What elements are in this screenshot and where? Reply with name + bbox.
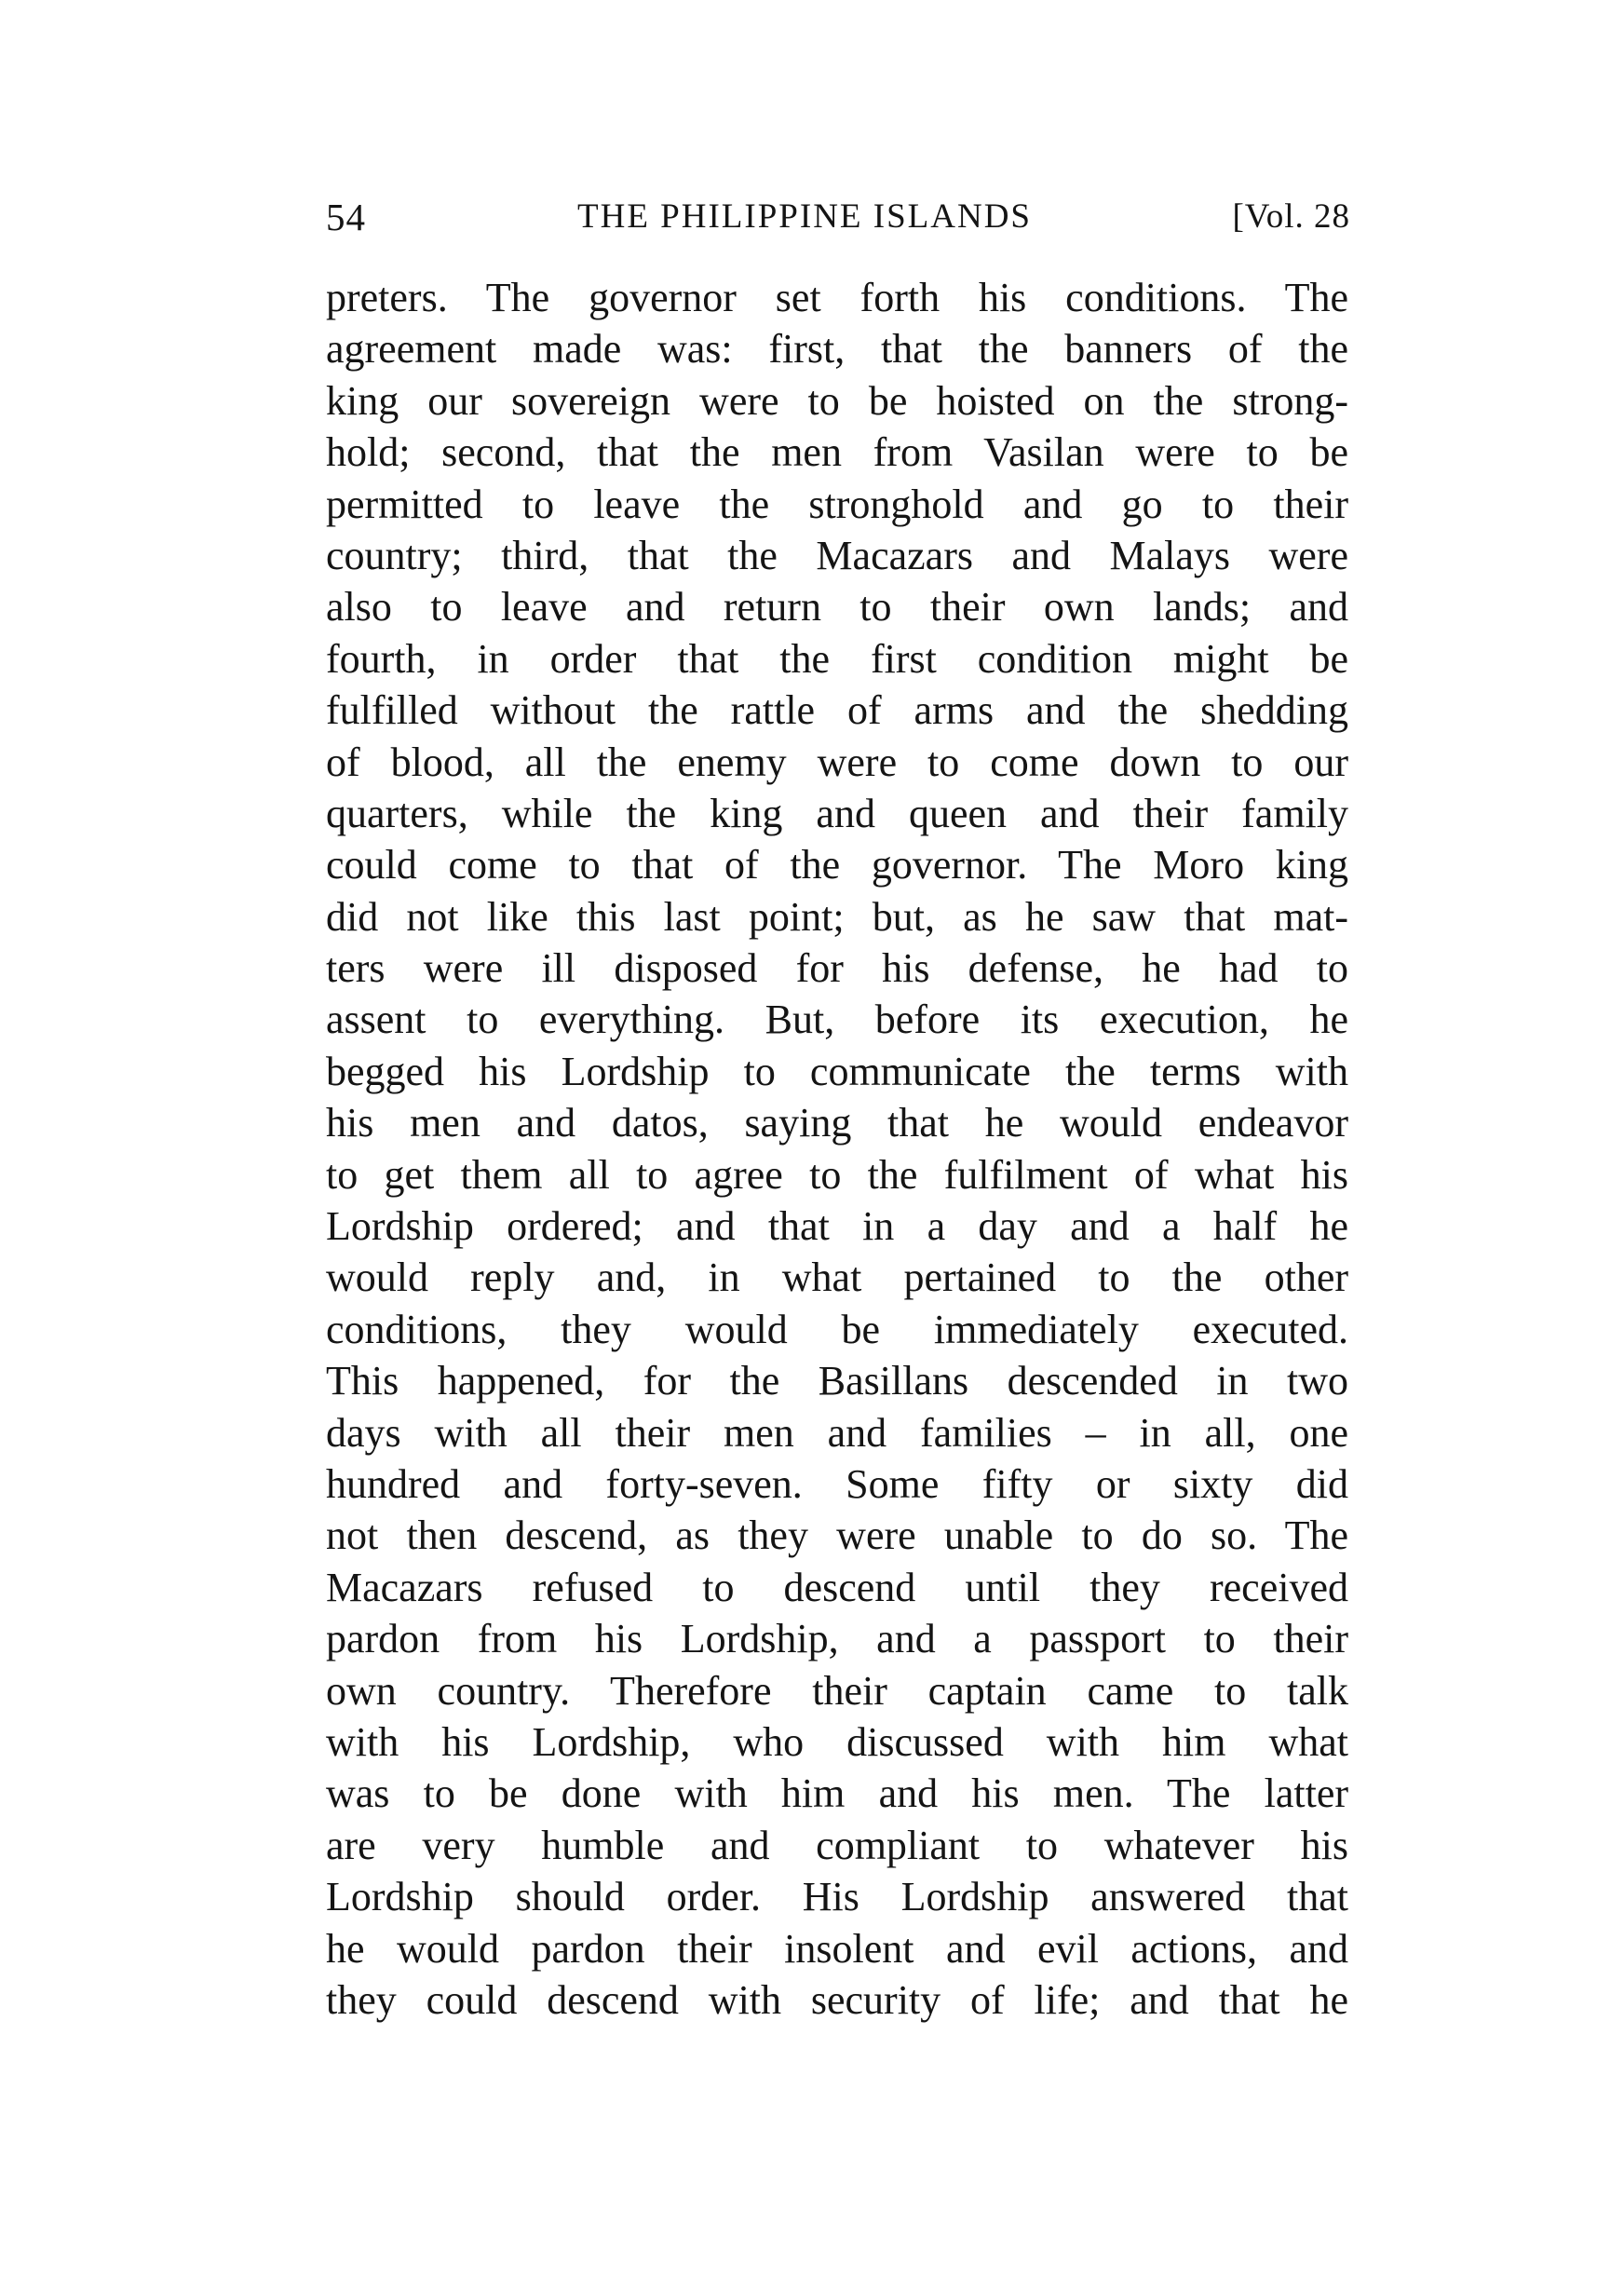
text-line: agreement made was: first, that the banners of the (326, 326, 1348, 373)
text-line: to get them all to agree to the fulfilment of what his (326, 1151, 1348, 1198)
running-head (326, 189, 1350, 245)
text-line: not then descend, as they were unable to do so. The (326, 1512, 1348, 1559)
text-line: begged his Lordship to communicate the terms with (326, 1048, 1348, 1094)
text-line: he would pardon their insolent and evil actions, and (326, 1925, 1348, 1972)
text-line: conditions, they would be immediately executed. (326, 1306, 1348, 1352)
text-line: own country. Therefore their captain came to talk (326, 1667, 1348, 1714)
text-line: Lordship ordered; and that in a day and a half he (326, 1203, 1348, 1250)
text-line: did not like this last point; but, as he saw that mat- (326, 893, 1348, 940)
text-line: permitted to leave the stronghold and go to their (326, 481, 1348, 527)
body-text (326, 272, 1348, 2026)
text-line: Lordship should order. His Lordship answered that (326, 1874, 1348, 1920)
text-line: hold; second, that the men from Vasilan were to be (326, 429, 1348, 476)
text-line: This happened, for the Basillans descended in two (326, 1358, 1348, 1404)
text-line: was to be done with him and his men. The latter (326, 1770, 1348, 1817)
text-line: with his Lordship, who discussed with him what (326, 1718, 1348, 1765)
page-number: 54 (326, 196, 366, 238)
text-line: fulfilled without the rattle of arms and the shedding (326, 687, 1348, 734)
volume-label: [Vol. 28 (1232, 197, 1350, 236)
text-line: pardon from his Lordship, and a passport to their (326, 1616, 1348, 1662)
text-line: they could descend with security of life; and that he (326, 1976, 1348, 2023)
text-line: could come to that of the governor. The Moro king (326, 842, 1348, 888)
text-line: preters. The governor set forth his conditions. The (326, 275, 1348, 320)
text-line: king our sovereign were to be hoisted on the strong- (326, 377, 1348, 424)
text-line: are very humble and compliant to whatever his (326, 1822, 1348, 1868)
text-line: hundred and forty-seven. Some fifty or sixty did (326, 1460, 1348, 1507)
text-line: days with all their men and families – in all, one (326, 1409, 1348, 1456)
running-title: THE PHILIPPINE ISLANDS (577, 197, 1032, 236)
text-line: his men and datos, saying that he would endeavor (326, 1100, 1348, 1146)
text-line: would reply and, in what pertained to the other (326, 1254, 1348, 1301)
text-line: also to leave and return to their own lands; and (326, 584, 1348, 631)
text-line: quarters, while the king and queen and their family (326, 790, 1348, 836)
text-line: Macazars refused to descend until they received (326, 1564, 1348, 1610)
text-line: country; third, that the Macazars and Malays were (326, 532, 1348, 578)
text-line: of blood, all the enemy were to come down to our (326, 739, 1348, 785)
text-line: assent to everything. But, before its execution, he (326, 997, 1348, 1043)
text-line: fourth, in order that the first condition might be (326, 635, 1348, 682)
text-line: ters were ill disposed for his defense, he had to (326, 945, 1348, 992)
